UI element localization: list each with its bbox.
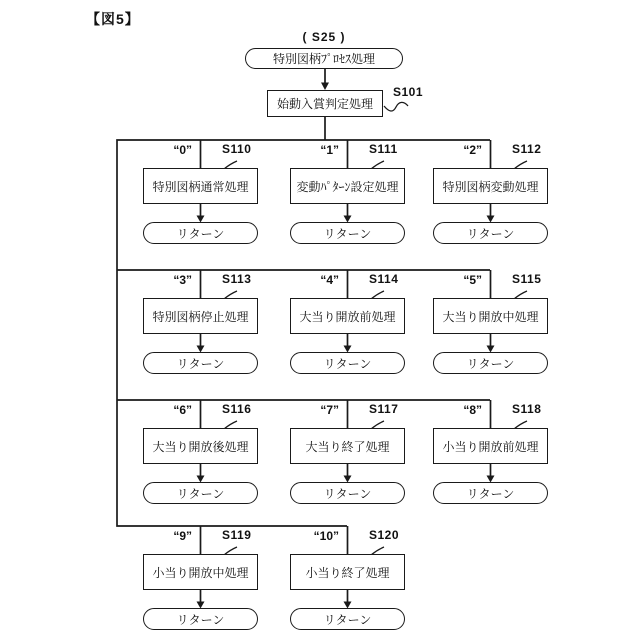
process-label: 変動ﾊﾟﾀｰﾝ設定処理 (296, 179, 399, 194)
case-label: “8” (463, 403, 482, 417)
arrowhead-icon (321, 83, 329, 91)
step-label: S120 (369, 528, 400, 542)
branch-case-3 (143, 270, 258, 374)
step-label: S115 (512, 272, 542, 286)
process-label: 大当り終了処理 (305, 439, 390, 454)
process-label: 特別図柄停止処理 (152, 309, 249, 324)
case-label: “2” (463, 143, 482, 157)
return-label: リターン (176, 356, 225, 371)
return-label: リターン (323, 612, 372, 627)
return-node (290, 352, 405, 374)
return-label: リターン (466, 356, 515, 371)
return-label: リターン (176, 226, 225, 241)
entry-terminal-label: 特別図柄ﾌﾟﾛｾｽ処理 (272, 52, 375, 66)
step-label: S116 (222, 402, 252, 416)
process-label: 大当り開放後処理 (152, 439, 249, 454)
step-label: S113 (222, 272, 252, 286)
step-label: S112 (512, 142, 542, 156)
process-box (290, 298, 405, 334)
step-label-s101: S101 (393, 85, 424, 99)
return-node (290, 608, 405, 630)
process-label: 小当り開放前処理 (442, 439, 539, 454)
process-box (433, 168, 548, 204)
case-label: “7” (320, 403, 339, 417)
return-node (143, 482, 258, 504)
process-box (433, 428, 548, 464)
return-node (290, 222, 405, 244)
branch-case-7 (290, 400, 405, 504)
start-winning-judgment-box (267, 90, 383, 117)
case-label: “3” (173, 273, 192, 287)
case-label: “9” (173, 529, 192, 543)
process-box (143, 298, 258, 334)
branch-case-5 (433, 270, 548, 374)
branch-case-0 (143, 140, 258, 244)
process-box (433, 298, 548, 334)
step-label: S119 (222, 528, 252, 542)
case-label: “6” (173, 403, 192, 417)
process-label: 大当り開放中処理 (442, 309, 539, 324)
branch-case-1 (290, 140, 405, 244)
s101-leader-squiggle-icon (384, 102, 408, 111)
case-label: “0” (173, 143, 192, 157)
branch-case-6 (143, 400, 258, 504)
process-box (290, 554, 405, 590)
start-winning-judgment-label: 始動入賞判定処理 (276, 97, 373, 111)
case-label: “4” (320, 273, 339, 287)
process-box (143, 428, 258, 464)
return-node (143, 222, 258, 244)
step-label: S114 (369, 272, 399, 286)
process-box (143, 168, 258, 204)
entry-terminal-node (245, 48, 403, 69)
process-box (290, 168, 405, 204)
return-node (433, 352, 548, 374)
branch-case-9 (143, 526, 258, 630)
step-label: S117 (369, 402, 399, 416)
return-label: リターン (466, 486, 515, 501)
branch-case-10 (290, 526, 405, 630)
case-label: “5” (463, 273, 482, 287)
return-label: リターン (466, 226, 515, 241)
return-node (290, 482, 405, 504)
case-label: “10” (313, 529, 339, 543)
process-label: 特別図柄変動処理 (442, 179, 539, 194)
process-box (290, 428, 405, 464)
branch-case-2 (433, 140, 548, 244)
return-node (143, 352, 258, 374)
branch-case-4 (290, 270, 405, 374)
return-label: リターン (323, 356, 372, 371)
process-box (143, 554, 258, 590)
return-label: リターン (323, 226, 372, 241)
step-label: S118 (512, 402, 542, 416)
return-label: リターン (323, 486, 372, 501)
step-label: S110 (222, 142, 252, 156)
case-label: “1” (320, 143, 339, 157)
return-label: リターン (176, 486, 225, 501)
branch-case-8 (433, 400, 548, 504)
process-label: 特別図柄通常処理 (152, 179, 249, 194)
process-label: 小当り開放中処理 (152, 565, 249, 580)
return-label: リターン (176, 612, 225, 627)
process-label: 大当り開放前処理 (299, 309, 396, 324)
return-node (143, 608, 258, 630)
entry-step-ref: ( S25 ) (302, 30, 346, 44)
process-label: 小当り終了処理 (305, 565, 390, 580)
step-label: S111 (369, 142, 398, 156)
return-node (433, 482, 548, 504)
figure-label: 【図5】 (86, 11, 140, 27)
return-node (433, 222, 548, 244)
